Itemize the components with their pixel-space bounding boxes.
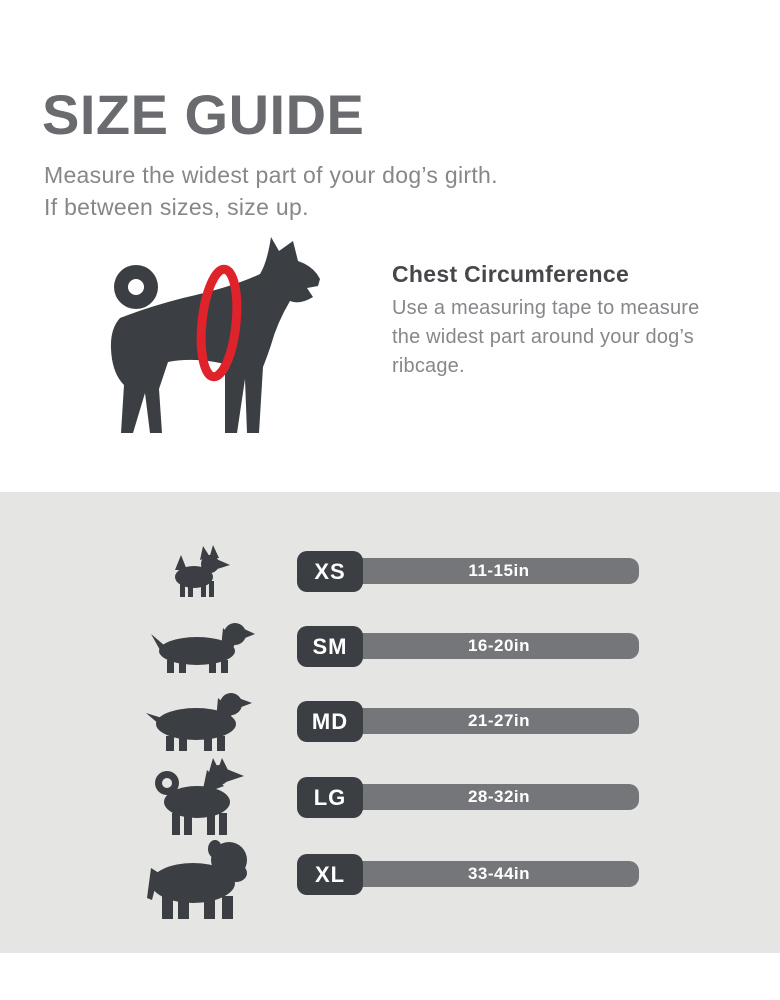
xl-dog-icon xyxy=(145,838,257,920)
sm-dog-icon xyxy=(151,618,255,674)
chest-circumference-description: Use a measuring tape to measure the widest part around your dog’s ribcage. xyxy=(392,297,700,377)
size-badge-lg: LG xyxy=(297,777,363,818)
chest-range-lg: 28-32in xyxy=(467,787,531,806)
chest-range-xl: 33-44in xyxy=(467,864,531,883)
chest-range-md: 21-27in xyxy=(467,711,531,730)
chest-circumference-heading: Chest Circumference xyxy=(392,261,630,287)
size-badge-sm: SM xyxy=(297,626,363,667)
md-dog-icon xyxy=(146,690,252,752)
chest-range-xs: 11-15in xyxy=(468,561,530,580)
subtitle-line-2: If between sizes, size up. xyxy=(44,194,309,220)
subtitle-line-1: Measure the widest part of your dog’s girth. xyxy=(44,162,498,188)
size-badge-md: MD xyxy=(297,701,363,742)
xs-dog-icon xyxy=(168,545,230,599)
size-badge-xl: XL xyxy=(297,854,363,895)
page-subtitle xyxy=(44,159,498,223)
chest-range-sm: 16-20in xyxy=(467,636,531,655)
hero-dog-silhouette xyxy=(88,235,320,443)
page-title: SIZE GUIDE xyxy=(42,83,365,146)
lg-dog-icon xyxy=(152,758,254,836)
size-chart-section xyxy=(0,492,780,953)
size-badge-xs: XS xyxy=(297,551,363,592)
